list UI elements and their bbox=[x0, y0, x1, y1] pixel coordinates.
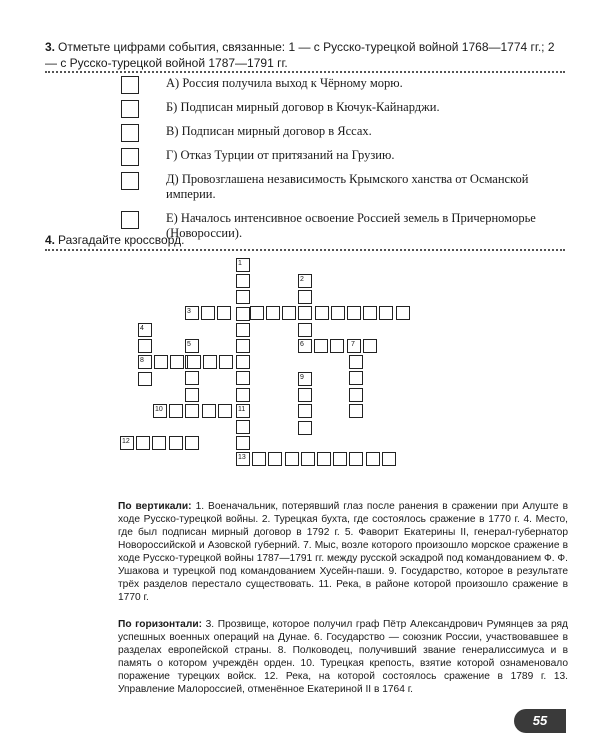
option-text: Г) Отказ Турции от притязаний на Грузию. bbox=[166, 148, 395, 162]
crossword-cell[interactable] bbox=[282, 306, 296, 320]
crossword-number: 4 bbox=[140, 325, 144, 332]
crossword-cell[interactable] bbox=[236, 355, 250, 369]
crossword-cell[interactable] bbox=[331, 306, 345, 320]
clues-vertical-text: 1. Военачальник, потерявший глаз после ранения в сражении при Алуште в ходе Русско-турецкой войны. 2. Турецкая бухта, где состоялось сражение в 1770 г. 4. Место, где был подписан мирный договор в 1792 г. 5. Фаворит Екатерины II, генерал-губернатор Новороссийской и Азовской губерний. 7. Мыс, возле которого произошло морское сражение в ходе Русско-турецкой войны 1787—1791 гг. между русской эскадрой под командованием Ф. Ф. Ушакова и турецкой под командованием Хусейн-паши. 9. Государство, которое в результате трёх разделов перестало существовать. 11. Река, в районе которой произошло сражение в 1770 г. bbox=[118, 501, 568, 603]
clues-vertical bbox=[118, 500, 568, 604]
option-text: Е) Началось интенсивное освоение Россией земель в Причерноморье (Новороссии). bbox=[166, 211, 536, 240]
crossword-cell[interactable] bbox=[330, 339, 344, 353]
crossword-number: 13 bbox=[238, 454, 246, 461]
task3-header bbox=[45, 39, 565, 71]
crossword-cell[interactable] bbox=[301, 452, 315, 466]
crossword-number: 5 bbox=[187, 341, 191, 348]
crossword-cell[interactable] bbox=[314, 339, 328, 353]
crossword-cell[interactable] bbox=[236, 420, 250, 434]
crossword-cell[interactable] bbox=[298, 306, 312, 320]
option-v bbox=[121, 124, 541, 139]
crossword-cell[interactable] bbox=[349, 355, 363, 369]
crossword-cell[interactable] bbox=[349, 404, 363, 418]
crossword-cell[interactable] bbox=[250, 306, 264, 320]
crossword-cell[interactable] bbox=[298, 388, 312, 402]
crossword-cell[interactable] bbox=[236, 339, 250, 353]
crossword-cell[interactable] bbox=[236, 323, 250, 337]
crossword-cell[interactable] bbox=[317, 452, 331, 466]
crossword-cell[interactable] bbox=[236, 371, 250, 385]
option-text: Д) Провозглашена независимость Крымского ханства от Османской империи. bbox=[166, 172, 529, 201]
crossword-cell[interactable] bbox=[217, 306, 231, 320]
crossword-cell[interactable] bbox=[347, 306, 361, 320]
crossword-cell[interactable] bbox=[138, 339, 152, 353]
crossword-number: 11 bbox=[238, 406, 246, 413]
crossword-cell[interactable] bbox=[252, 452, 266, 466]
option-b bbox=[121, 100, 541, 115]
crossword-number: 3 bbox=[187, 308, 191, 315]
crossword-cell[interactable] bbox=[349, 371, 363, 385]
crossword-cell[interactable] bbox=[236, 274, 250, 288]
task3-prompt: Отметьте цифрами события, связанные: 1 — с Русско-турецкой войной 1768—1774 гг.; 2 — с Русско-турецкой войной 1787—1791 гг. bbox=[45, 40, 555, 70]
crossword-cell[interactable] bbox=[169, 436, 183, 450]
crossword-cell[interactable] bbox=[187, 355, 201, 369]
crossword-number: 6 bbox=[300, 341, 304, 348]
option-a bbox=[121, 76, 541, 91]
crossword-cell[interactable] bbox=[366, 452, 380, 466]
crossword-cell[interactable] bbox=[185, 371, 199, 385]
crossword-number: 12 bbox=[122, 438, 130, 445]
divider bbox=[45, 249, 565, 251]
crossword-cell[interactable] bbox=[201, 306, 215, 320]
crossword-cell[interactable] bbox=[363, 339, 377, 353]
crossword-number: 10 bbox=[155, 406, 163, 413]
answer-box[interactable] bbox=[121, 172, 139, 190]
divider bbox=[45, 71, 565, 73]
option-text: В) Подписан мирный договор в Яссах. bbox=[166, 124, 372, 138]
clues-horizontal bbox=[118, 618, 568, 696]
crossword-cell[interactable] bbox=[236, 436, 250, 450]
clues-horizontal-text: 3. Прозвище, которое получил граф Пётр Александрович Румянцев за ряд успешных военных операций на Дунае. 6. Государство — союзник России, участвовавшее в разделах европейской страны. 8. Полководец, получивший звание генералиссимуса и в память о котором учреждён орден. 10. Турецкая крепость, взятие которой ознаменовало поражение турецких войск. 12. Река, на которой состоялось сражение в 1789 г. 13. Управление Малороссией, отменённое Екатериной II в 1764 г. bbox=[118, 619, 568, 695]
option-d bbox=[121, 172, 541, 202]
answer-box[interactable] bbox=[121, 124, 139, 142]
crossword-cell[interactable] bbox=[298, 323, 312, 337]
crossword-cell[interactable] bbox=[268, 452, 282, 466]
crossword-cell[interactable] bbox=[298, 290, 312, 304]
crossword-cell[interactable] bbox=[285, 452, 299, 466]
option-g bbox=[121, 148, 541, 163]
crossword-cell[interactable] bbox=[219, 355, 233, 369]
crossword-cell[interactable] bbox=[349, 388, 363, 402]
crossword-cell[interactable] bbox=[236, 388, 250, 402]
clues-vertical-label: По вертикали: bbox=[118, 501, 192, 512]
crossword-cell[interactable] bbox=[298, 421, 312, 435]
task3-options bbox=[121, 76, 541, 250]
crossword-cell[interactable] bbox=[363, 306, 377, 320]
crossword-cell[interactable] bbox=[154, 355, 168, 369]
answer-box[interactable] bbox=[121, 211, 139, 229]
crossword-number: 8 bbox=[140, 357, 144, 364]
crossword-cell[interactable] bbox=[396, 306, 410, 320]
crossword-number: 9 bbox=[300, 374, 304, 381]
crossword-cell[interactable] bbox=[203, 355, 217, 369]
crossword-number: 1 bbox=[238, 260, 242, 267]
crossword-cell[interactable] bbox=[185, 436, 199, 450]
crossword-cell[interactable] bbox=[185, 404, 199, 418]
clues-horizontal-label: По горизонтали: bbox=[118, 619, 202, 630]
crossword-cell[interactable] bbox=[185, 388, 199, 402]
option-text: Б) Подписан мирный договор в Кючук-Кайнарджи. bbox=[166, 100, 440, 114]
option-text: А) Россия получила выход к Чёрному морю. bbox=[166, 76, 403, 90]
answer-box[interactable] bbox=[121, 100, 139, 118]
crossword-cell[interactable] bbox=[266, 306, 280, 320]
crossword-cell[interactable] bbox=[170, 355, 184, 369]
crossword-cell[interactable] bbox=[202, 404, 216, 418]
answer-box[interactable] bbox=[121, 148, 139, 166]
task4-header bbox=[45, 232, 565, 248]
crossword-cell[interactable] bbox=[218, 404, 232, 418]
crossword-cell[interactable] bbox=[379, 306, 393, 320]
task4-prompt: Разгадайте кроссворд. bbox=[58, 233, 185, 247]
crossword-number: 7 bbox=[351, 341, 355, 348]
crossword-cell[interactable] bbox=[236, 307, 250, 321]
crossword-cell[interactable] bbox=[315, 306, 329, 320]
task3-number: 3. bbox=[45, 40, 56, 54]
crossword-cell[interactable] bbox=[136, 436, 150, 450]
crossword-number: 2 bbox=[300, 276, 304, 283]
crossword-cell[interactable] bbox=[298, 404, 312, 418]
crossword-cell[interactable] bbox=[333, 452, 347, 466]
crossword-cell[interactable] bbox=[152, 436, 166, 450]
crossword-cell[interactable] bbox=[382, 452, 396, 466]
answer-box[interactable] bbox=[121, 76, 139, 94]
crossword-cell[interactable] bbox=[169, 404, 183, 418]
task4-number: 4. bbox=[45, 233, 56, 247]
crossword-cell[interactable] bbox=[236, 290, 250, 304]
crossword-cell[interactable] bbox=[138, 372, 152, 386]
crossword-cell[interactable] bbox=[349, 452, 363, 466]
page-number: 55 bbox=[514, 709, 566, 733]
